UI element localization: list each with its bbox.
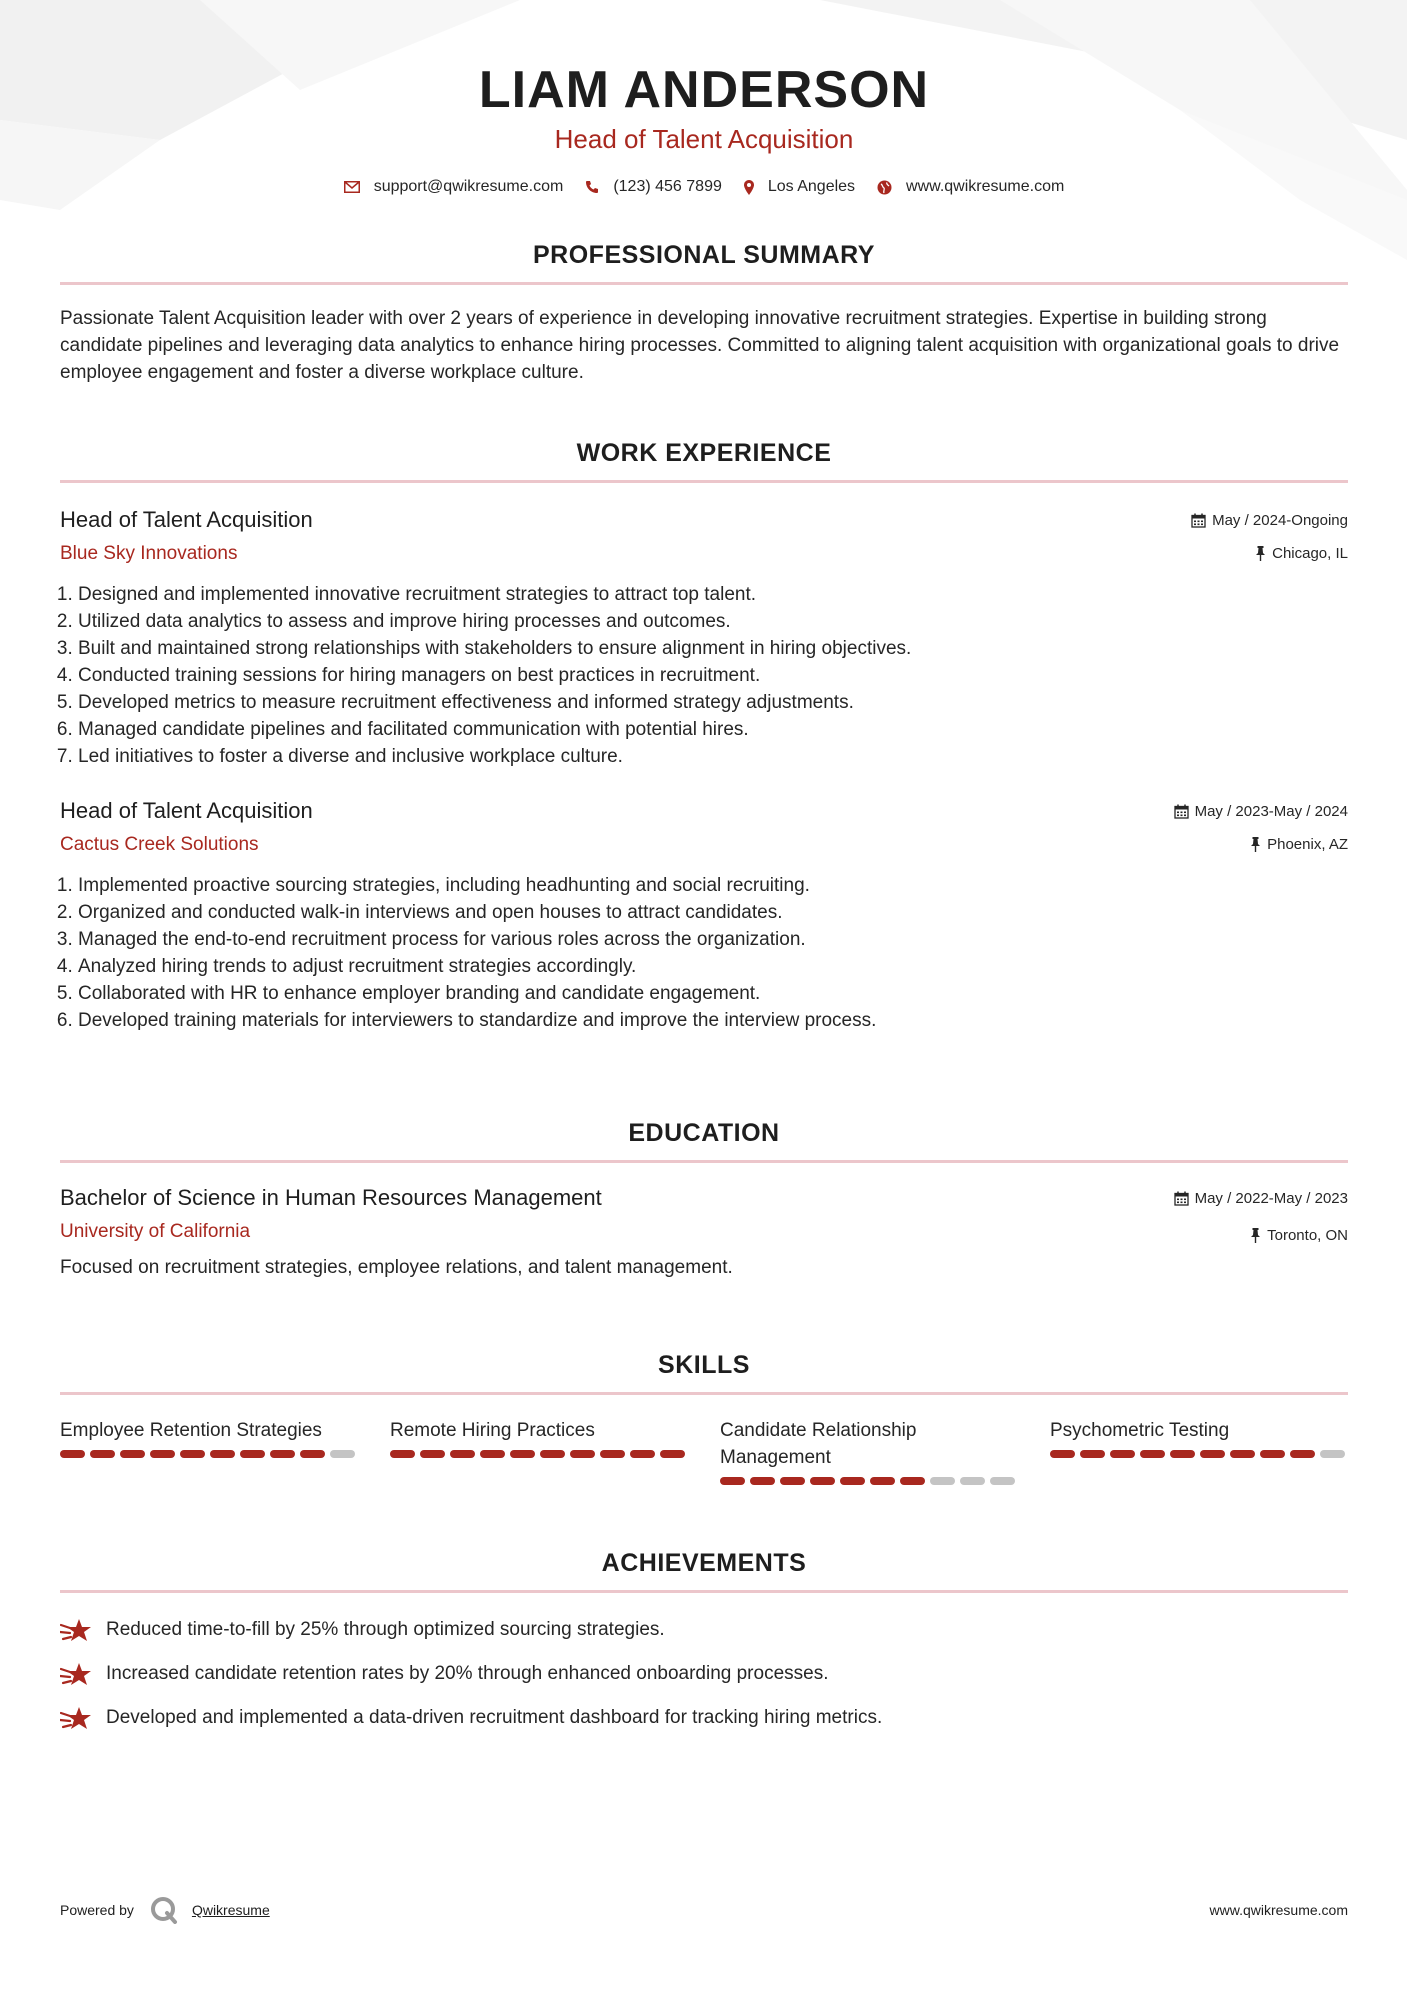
section-divider [60,282,1348,285]
skill-segment-filled [540,1450,565,1458]
skill-segment-filled [1260,1450,1285,1458]
contact-email-text: support@qwikresume.com [373,178,564,195]
calendar-icon [1174,804,1189,819]
contact-phone[interactable] [585,178,722,196]
list-item: 2. Utilized data analytics to assess and improve hiring processes and outcomes. [78,608,1348,635]
skill-segment-filled [450,1450,475,1458]
job-dates-text: May / 2023-May / 2024 [1194,802,1348,820]
skill-segment-filled [390,1450,415,1458]
skill-item [390,1417,690,1485]
skill-segment-filled [630,1450,655,1458]
job-entry [60,505,1348,770]
powered-by-label: Powered by [60,1902,134,1918]
job-dates-text: May / 2024-Ongoing [1212,511,1348,529]
skills-section [60,1348,1348,1485]
skill-segment-filled [1080,1450,1105,1458]
page-footer [60,1896,1348,1924]
achievements-list [60,1615,1348,1733]
pushpin-icon [1250,837,1261,852]
qwikresume-logo-icon [150,1896,178,1924]
skill-segment-filled [270,1450,295,1458]
experience-section [60,436,1348,1034]
pushpin-icon [1255,546,1266,561]
skill-segment-filled [810,1477,835,1485]
job-location [1191,542,1348,564]
skill-segment-empty [930,1477,955,1485]
experience-heading: WORK EXPERIENCE [576,439,832,467]
skill-segment-empty [1320,1450,1345,1458]
skill-segment-filled [1290,1450,1315,1458]
job-entry [60,796,1348,1034]
section-divider [60,1160,1348,1163]
calendar-icon [1191,513,1206,528]
list-item: 4. Conducted training sessions for hiring managers on best practices in recruitment. [78,662,1348,689]
contact-location [744,178,855,196]
skill-segment-filled [750,1477,775,1485]
skill-segment-filled [180,1450,205,1458]
skill-segment-empty [990,1477,1015,1485]
job-title: Head of Talent Acquisition [60,507,313,532]
resume-header [60,0,1348,196]
education-description: Focused on recruitment strategies, employee relations, and talent management. [60,1257,733,1278]
job-responsibilities [60,872,1348,1034]
skill-segment-filled [900,1477,925,1485]
brand-link[interactable]: Qwikresume [191,1902,270,1918]
skill-segment-filled [240,1450,265,1458]
job-dates [1174,800,1348,822]
shooting-star-icon [60,1661,92,1687]
list-item: 1. Designed and implemented innovative recruitment strategies to attract top talent. [78,581,1348,608]
envelope-icon [344,181,360,193]
resume-page [60,0,1348,1728]
shooting-star-icon [60,1617,92,1643]
footer-branding [60,1896,270,1924]
job-title: Head of Talent Acquisition [60,798,313,823]
education-meta [1174,1187,1348,1246]
skill-segment-filled [780,1477,805,1485]
education-location-text: Toronto, ON [1267,1226,1348,1244]
summary-heading: PROFESSIONAL SUMMARY [533,241,875,269]
list-item: 4. Analyzed hiring trends to adjust recruitment strategies accordingly. [78,953,1348,980]
contact-location-text: Los Angeles [767,178,856,195]
skill-item [60,1417,360,1485]
skill-level-bar [720,1477,1020,1485]
skills-grid [60,1417,1348,1485]
summary-text: Passionate Talent Acquisition leader with over 2 years of experience in developing innovative recruitment strategies. Expertise in building strong candidate pipelines and leveraging data analytics to enhance hiring processes. Committed to aligning talent acquisition with organizational goals to drive employee engagement and foster a diverse workplace culture. [60,308,1340,383]
skill-segment-filled [480,1450,505,1458]
skill-segment-filled [210,1450,235,1458]
skill-segment-filled [840,1477,865,1485]
pushpin-icon [1250,1228,1261,1243]
skill-name: Psychometric Testing [1050,1420,1230,1441]
education-section [60,1116,1348,1281]
skill-item [720,1417,1020,1485]
skill-segment-filled [120,1450,145,1458]
education-location [1174,1224,1348,1246]
skill-segment-empty [960,1477,985,1485]
list-item: 6. Developed training materials for interviewers to standardize and improve the interview process. [78,1007,1348,1034]
skills-heading: SKILLS [658,1351,750,1379]
job-location [1174,833,1348,855]
candidate-name: LIAM ANDERSON [478,61,930,119]
job-meta [1191,509,1348,564]
skill-segment-filled [1050,1450,1075,1458]
section-divider [60,1590,1348,1593]
contact-bar [60,178,1348,196]
job-responsibilities [60,581,1348,770]
achievement-item [60,1615,1348,1645]
job-location-text: Chicago, IL [1272,544,1348,562]
section-divider [60,1392,1348,1395]
job-company: Cactus Creek Solutions [60,834,259,855]
list-item: 5. Collaborated with HR to enhance employer branding and candidate engagement. [78,980,1348,1007]
map-marker-icon [744,180,754,195]
shooting-star-icon [60,1705,92,1731]
skill-segment-filled [90,1450,115,1458]
achievement-item [60,1703,1348,1733]
skill-segment-filled [720,1477,745,1485]
education-heading: EDUCATION [628,1119,780,1147]
skill-segment-filled [1200,1450,1225,1458]
job-dates [1191,509,1348,531]
skill-segment-filled [1110,1450,1135,1458]
job-company: Blue Sky Innovations [60,543,238,564]
education-entry [60,1183,1348,1281]
contact-website[interactable] [877,178,1064,196]
contact-website-text: www.qwikresume.com [906,178,1065,195]
footer-url[interactable]: www.qwikresume.com [1209,1902,1348,1918]
globe-icon [877,180,892,195]
achievement-item [60,1659,1348,1689]
skill-segment-filled [1230,1450,1255,1458]
education-dates [1174,1187,1348,1209]
list-item: 6. Managed candidate pipelines and facilitated communication with potential hires. [78,716,1348,743]
school-name: University of California [60,1221,251,1242]
education-dates-text: May / 2022-May / 2023 [1194,1189,1348,1207]
skill-segment-filled [1140,1450,1165,1458]
contact-email[interactable] [344,178,564,196]
skill-segment-filled [660,1450,685,1458]
skill-level-bar [60,1450,360,1458]
skill-segment-empty [330,1450,355,1458]
skill-segment-filled [510,1450,535,1458]
phone-icon [585,180,599,194]
skill-segment-filled [150,1450,175,1458]
list-item: 3. Built and maintained strong relationships with stakeholders to ensure alignment in hiring objectives. [78,635,1348,662]
job-location-text: Phoenix, AZ [1267,835,1348,853]
skill-name: Employee Retention Strategies [60,1420,322,1441]
skill-level-bar [390,1450,690,1458]
job-meta [1174,800,1348,855]
achievements-section [60,1546,1348,1747]
section-divider [60,480,1348,483]
skill-segment-filled [420,1450,445,1458]
skill-segment-filled [300,1450,325,1458]
skill-segment-filled [60,1450,85,1458]
achievement-text: Increased candidate retention rates by 20% through enhanced onboarding processes. [106,1663,829,1684]
skill-segment-filled [570,1450,595,1458]
achievements-heading: ACHIEVEMENTS [601,1549,807,1577]
skill-item [1050,1417,1350,1485]
skill-level-bar [1050,1450,1350,1458]
list-item: 3. Managed the end-to-end recruitment process for various roles across the organization. [78,926,1348,953]
skill-segment-filled [600,1450,625,1458]
contact-phone-text: (123) 456 7899 [613,178,722,195]
calendar-icon [1174,1191,1189,1206]
list-item: 5. Developed metrics to measure recruitment effectiveness and informed strategy adjustments. [78,689,1348,716]
list-item: 1. Implemented proactive sourcing strategies, including headhunting and social recruiting. [78,872,1348,899]
list-item: 2. Organized and conducted walk-in interviews and open houses to attract candidates. [78,899,1348,926]
candidate-title: Head of Talent Acquisition [554,124,854,154]
achievement-text: Developed and implemented a data-driven recruitment dashboard for tracking hiring metrics. [106,1707,883,1728]
skill-name: Candidate Relationship Management [720,1420,917,1468]
list-item: 7. Led initiatives to foster a diverse and inclusive workplace culture. [78,743,1348,770]
skill-segment-filled [1170,1450,1195,1458]
summary-section [60,238,1348,386]
degree-title: Bachelor of Science in Human Resources Management [60,1185,602,1210]
achievement-text: Reduced time-to-fill by 25% through optimized sourcing strategies. [106,1619,665,1640]
skill-segment-filled [870,1477,895,1485]
skill-name: Remote Hiring Practices [390,1420,595,1441]
